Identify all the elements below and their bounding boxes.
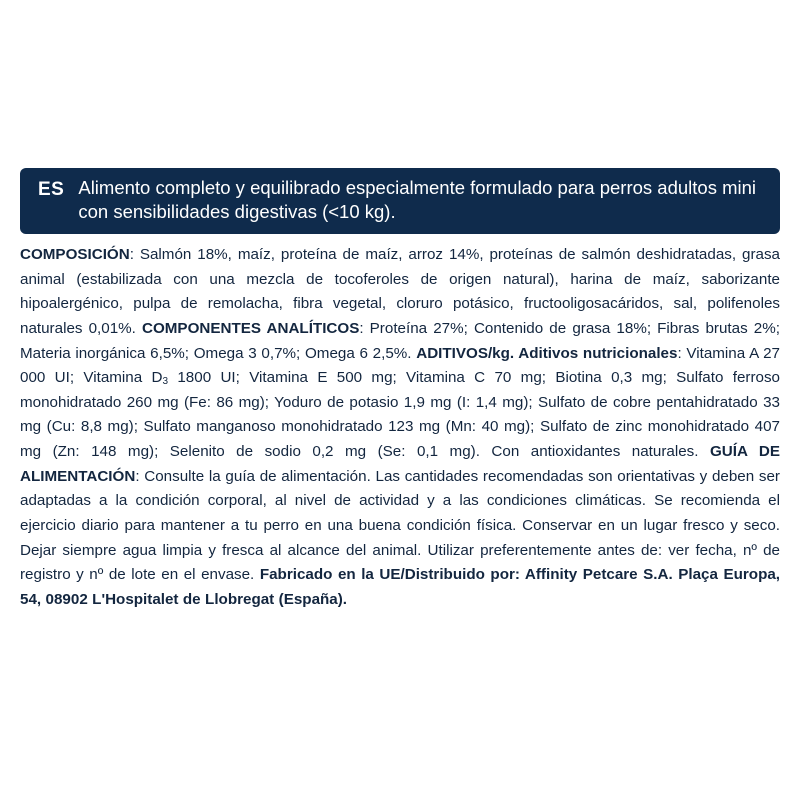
- additives-text-part2: 1800 UI; Vitamina E 500 mg; Vitamina C 70 mg; Biotina 0,3 mg; Sulfato ferroso monohidratado 260 mg (Fe: 86 mg); Yoduro de potasio 1,9 mg (I: 1,4 mg); Sulfato de cobre pentahidratado 33 mg (Cu: 8,8 mg); Sulfato manganoso monohidratado 123 mg (Mn: 40 mg); Sulfato de zinc monohidratado 407 mg (Zn: 148 mg); Selenito de sodio 0,2 mg (Se: 0,1 mg). Con antioxidantes naturales.: [20, 369, 780, 461]
- feeding-guide-text: : Consulte la guía de alimentación. Las cantidades recomendadas son orientativas y deben ser adaptadas a la condición corporal, al nivel de actividad y a las condiciones climáticas. Se recomienda el ejercicio diario para mantener a tu perro en una buena condición física. Conservar en un lugar fresco y seco. Dejar siempre agua limpia y fresca al alcance del animal. Utilizar preferentemente antes de: ver fecha, nº de registro y nº de lote en el envase.: [20, 467, 780, 584]
- composition-heading: COMPOSICIÓN: [20, 246, 130, 264]
- header-description: Alimento completo y equilibrado especialmente formulado para perros adultos mini con sensibilidades digestivas (<10 kg).: [78, 177, 757, 223]
- feeding-guide-section: [20, 443, 780, 583]
- language-code: ES: [38, 179, 65, 200]
- composition-text: : Salmón 18%, maíz, proteína de maíz, arroz 14%, proteínas de salmón deshidratadas, grasa animal (estabilizada con una mezcla de tocoferoles de origen natural), harina de maíz, saborizante hipoalergénico, pulpa de remolacha, fibra vegetal, cloruro potásico, fructooligosacáridos, sal, polifenoles naturales 0,01%.: [20, 246, 780, 337]
- additives-text-part1: : Vitamina A 27 000 UI; Vitamina D: [20, 344, 780, 387]
- vitamin-d3-subscript: 3: [162, 376, 169, 388]
- header-banner: [20, 168, 780, 234]
- label-content: [20, 168, 780, 612]
- label-body-text: [20, 243, 780, 612]
- analytical-components-heading: COMPONENTES ANALÍTICOS: [142, 319, 360, 337]
- feeding-guide-heading: GUÍA DE ALIMENTACIÓN: [20, 443, 780, 485]
- analytical-components-text: : Proteína 27%; Contenido de grasa 18%; Fibras brutas 2%; Materia inorgánica 6,5%; Omega 3 0,7%; Omega 6 2,5%.: [20, 319, 780, 362]
- manufacturer-text: Fabricado en la UE/Distribuido por: Affinity Petcare S.A. Plaça Europa, 54, 08902 L'Hospitalet de Llobregat (España).: [20, 566, 781, 608]
- additives-heading: ADITIVOS/kg. Aditivos nutricionales: [416, 344, 678, 362]
